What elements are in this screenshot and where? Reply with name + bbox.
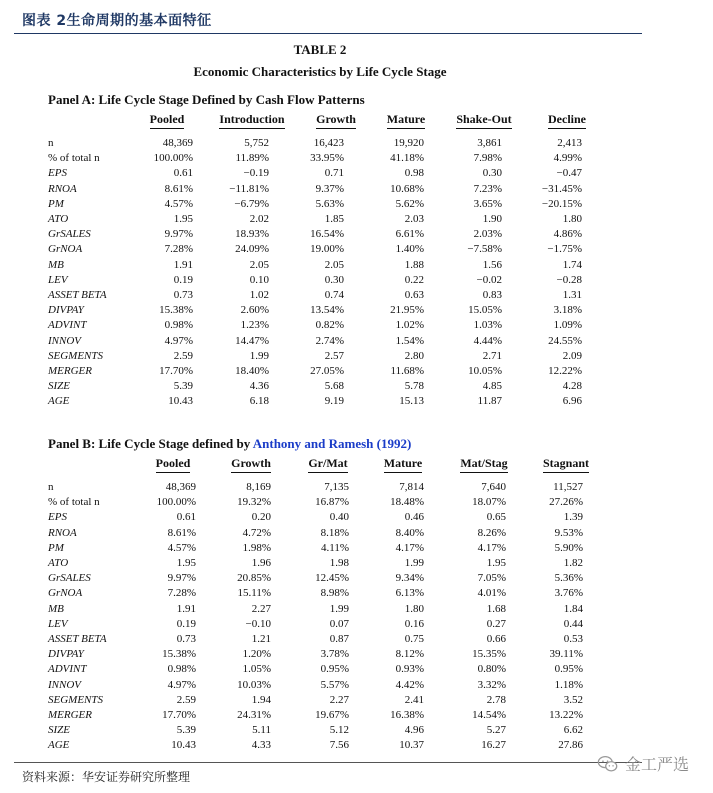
table-cell: 7,814 xyxy=(399,481,424,493)
table-cell: 1.91 xyxy=(173,258,193,271)
row-label: PM xyxy=(48,197,64,210)
table-cell: 1.82 xyxy=(563,557,583,569)
table-cell: 17.70% xyxy=(162,709,196,721)
table-cell: 11.87 xyxy=(477,395,502,408)
table-cell: 100.00% xyxy=(156,496,196,509)
column-header-label: Mature xyxy=(387,112,425,129)
table-cell: 4.85 xyxy=(482,380,502,393)
table-cell: 10.43 xyxy=(171,739,196,752)
table-cell: 1.39 xyxy=(563,511,583,524)
table-cell: 1.18% xyxy=(554,678,583,691)
row-label: EPS xyxy=(48,167,67,180)
table-cell: 10.68% xyxy=(390,182,424,195)
table-cell: 4.97% xyxy=(164,334,193,347)
column-header-label: Gr/Mat xyxy=(308,456,347,473)
row-label: GrNOA xyxy=(48,587,83,600)
table-cell: 2.05 xyxy=(324,258,344,271)
table-cell: 3,861 xyxy=(477,137,502,149)
watermark-text: 金工严选 xyxy=(624,755,689,774)
table-cell: 4.97% xyxy=(167,678,196,691)
table-cell: 24.55% xyxy=(548,334,582,347)
table-cell: 1.95 xyxy=(173,213,193,225)
table-cell: 1.80 xyxy=(562,213,582,225)
table-cell: 4.57% xyxy=(164,197,193,210)
table-cell: 1.90 xyxy=(482,213,502,225)
table-cell: 1.99 xyxy=(249,349,269,362)
table-cell: 3.18% xyxy=(553,304,582,317)
table-cell: 21.95% xyxy=(390,304,424,317)
table-cell: 19.00% xyxy=(310,243,344,256)
anthony-ramesh-citation-link[interactable]: Anthony and Ramesh (1992) xyxy=(252,436,412,451)
table-cell: 1.84 xyxy=(563,602,583,615)
table-cell: 0.46 xyxy=(404,511,424,524)
table-cell: 15.38% xyxy=(162,648,196,661)
table-cell: 4.01% xyxy=(477,587,506,600)
row-label: GrNOA xyxy=(48,243,83,256)
row-label: SEGMENTS xyxy=(48,349,103,362)
table-cell: 1.85 xyxy=(324,213,344,225)
table-cell: 1.21 xyxy=(251,633,271,645)
table-cell: 13.54% xyxy=(310,304,344,317)
table-cell: 3.32% xyxy=(477,678,506,691)
row-label: SIZE xyxy=(48,380,70,393)
table-cell: 1.98% xyxy=(242,541,271,554)
table-cell: 0.73 xyxy=(173,289,193,301)
table-cell: 9.97% xyxy=(167,572,196,585)
table-cell: 0.98 xyxy=(404,167,424,180)
row-label: ATO xyxy=(48,557,69,569)
row-label: % of total n xyxy=(48,496,100,509)
table-cell: 0.65 xyxy=(486,511,506,524)
table-cell: 5.57% xyxy=(320,678,349,691)
table-cell: 18.48% xyxy=(390,496,424,509)
table-cell: 1.20% xyxy=(242,648,271,661)
figure-title: 图表 2生命周期的基本面特征 xyxy=(22,13,212,29)
table-cell: 2.60% xyxy=(240,304,269,317)
table-cell: 7,640 xyxy=(481,481,506,493)
row-label: INNOV xyxy=(48,334,81,347)
table-cell: 5.11 xyxy=(252,724,271,737)
table-cell: 7.23% xyxy=(473,182,502,195)
table-cell: 6.62 xyxy=(563,724,583,737)
table-cell: −0.47 xyxy=(556,167,582,180)
table-cell: −20.15% xyxy=(541,197,582,210)
table-cell: 2,413 xyxy=(557,137,582,149)
table-cell: 0.93% xyxy=(395,663,424,676)
table-cell: −11.81% xyxy=(229,182,269,195)
table-cell: 0.07 xyxy=(329,617,349,630)
table-cell: 0.82% xyxy=(315,319,344,332)
table-cell: 8,169 xyxy=(246,481,271,493)
table-cell: 11,527 xyxy=(553,481,583,493)
table-cell: 19.67% xyxy=(315,709,349,721)
row-label: MERGER xyxy=(48,709,92,721)
table-cell: 16.54% xyxy=(310,228,344,241)
table-cell: 1.09% xyxy=(553,319,582,332)
table-cell: 24.31% xyxy=(237,709,271,721)
row-label: % of total n xyxy=(48,152,100,165)
table-cell: 0.27 xyxy=(486,617,506,630)
table-cell: 0.95% xyxy=(320,663,349,676)
table-title: TABLE 2 xyxy=(293,42,347,57)
table-cell: 24.09% xyxy=(235,243,269,256)
row-label: DIVPAY xyxy=(48,648,84,661)
row-label: PM xyxy=(48,541,64,554)
table-cell: 9.37% xyxy=(315,182,344,195)
table-cell: 2.27 xyxy=(329,693,349,706)
table-cell: 5.39 xyxy=(173,380,193,393)
row-label: AGE xyxy=(48,739,70,752)
table-cell: 5.39 xyxy=(176,724,196,737)
row-label: n xyxy=(48,481,54,493)
table-cell: 4.99% xyxy=(553,152,582,165)
table-cell: 7,135 xyxy=(324,481,349,493)
table-cell: 5.90% xyxy=(554,541,583,554)
table-cell: 14.47% xyxy=(235,334,269,347)
table-cell: 0.74 xyxy=(324,289,344,301)
table-cell: 1.05% xyxy=(242,663,271,676)
table-cell: 4.44% xyxy=(473,334,502,347)
table-cell: 7.98% xyxy=(473,152,502,165)
row-label: EPS xyxy=(48,511,67,524)
table-cell: 4.96 xyxy=(404,724,424,737)
table-cell: 1.94 xyxy=(251,693,271,706)
table-cell: 1.95 xyxy=(176,557,196,569)
table-cell: 0.73 xyxy=(176,633,196,645)
table-cell: 27.05% xyxy=(310,365,344,377)
table-cell: 17.70% xyxy=(159,365,193,377)
table-cell: 8.61% xyxy=(167,526,196,539)
table-cell: 13.22% xyxy=(549,709,583,721)
table-cell: 8.26% xyxy=(477,526,506,539)
table-cell: 5.36% xyxy=(554,572,583,585)
table-cell: 0.98% xyxy=(167,663,196,676)
table-cell: 1.99 xyxy=(329,602,349,615)
table-cell: 0.10 xyxy=(249,273,269,286)
table-cell: 5,752 xyxy=(244,137,269,149)
table-cell: 0.30 xyxy=(482,167,502,180)
table-cell: −6.79% xyxy=(234,197,269,210)
table-cell: 27.86 xyxy=(558,739,583,752)
table-cell: 8.61% xyxy=(164,182,193,195)
table-cell: 39.11% xyxy=(549,648,583,661)
table-cell: 5.62% xyxy=(395,197,424,210)
row-label: RNOA xyxy=(48,526,77,539)
table-cell: 2.02 xyxy=(249,213,269,225)
row-label: AGE xyxy=(48,395,70,408)
table-cell: 2.59 xyxy=(176,693,196,706)
table-cell: 2.41 xyxy=(404,693,424,706)
row-label: ATO xyxy=(48,213,69,225)
table-cell: 12.22% xyxy=(548,365,582,377)
table-cell: 6.61% xyxy=(395,228,424,241)
column-header-label: Stagnant xyxy=(543,456,589,473)
table-cell: 7.28% xyxy=(167,587,196,600)
table-cell: 100.00% xyxy=(153,152,193,165)
column-header-label: Mature xyxy=(384,456,422,473)
watermark xyxy=(597,752,689,775)
table-cell: 4.57% xyxy=(167,541,196,554)
row-label: ASSET BETA xyxy=(48,289,107,301)
row-label: MERGER xyxy=(48,365,92,377)
table-cell: 2.71 xyxy=(482,349,502,362)
row-label: MB xyxy=(48,258,64,271)
table-cell: 1.23% xyxy=(240,319,269,332)
table-cell: 1.03% xyxy=(473,319,502,332)
table-cell: 4.11% xyxy=(320,541,349,554)
table-cell: 2.27 xyxy=(251,602,271,615)
table-subtitle: Economic Characteristics by Life Cycle Stage xyxy=(193,64,447,79)
table-cell: 16.27 xyxy=(481,739,506,752)
table-cell: 0.83 xyxy=(482,289,502,301)
table-cell: 1.54% xyxy=(395,334,424,347)
table-cell: 10.05% xyxy=(468,365,502,377)
table-cell: 3.52 xyxy=(563,693,583,706)
column-header-label: Growth xyxy=(316,112,356,129)
table-cell: 0.40 xyxy=(329,511,349,524)
table-cell: 0.98% xyxy=(164,319,193,332)
wechat-icon xyxy=(597,753,619,775)
table-cell: 0.16 xyxy=(404,617,424,630)
column-header xyxy=(507,112,627,129)
table-cell: 18.07% xyxy=(472,496,506,509)
title-divider xyxy=(14,33,642,34)
table-cell: 2.03 xyxy=(404,213,424,225)
table-cell: 2.05 xyxy=(249,258,269,271)
table-cell: 2.80 xyxy=(404,349,424,362)
row-label: LEV xyxy=(48,273,68,286)
table-cell: 1.56 xyxy=(482,258,502,271)
row-label: RNOA xyxy=(48,182,77,195)
table-cell: −31.45% xyxy=(541,182,582,195)
column-header-label: Mat/Stag xyxy=(460,456,507,473)
table-cell: 10.37 xyxy=(399,739,424,752)
column-header-label: Decline xyxy=(548,112,586,129)
table-cell: 6.96 xyxy=(562,395,582,408)
table-cell: 0.61 xyxy=(176,511,196,524)
table-cell: 12.45% xyxy=(315,572,349,585)
table-cell: 33.95% xyxy=(310,152,344,165)
row-label: ADVINT xyxy=(48,319,87,332)
table-cell: 14.54% xyxy=(472,709,506,721)
table-cell: 10.03% xyxy=(237,678,271,691)
column-header-label: Pooled xyxy=(150,112,185,129)
table-cell: 4.72% xyxy=(242,526,271,539)
table-cell: 10.43 xyxy=(168,395,193,408)
table-cell: 1.40% xyxy=(395,243,424,256)
table-cell: 1.68 xyxy=(486,602,506,615)
table-cell: 41.18% xyxy=(390,152,424,165)
panel-a-title: Panel A: Life Cycle Stage Defined by Cash Flow Patterns xyxy=(48,92,365,107)
row-label: SIZE xyxy=(48,724,70,737)
table-cell: 1.31 xyxy=(562,289,582,301)
table-cell: 1.99 xyxy=(404,557,424,569)
table-cell: 11.89% xyxy=(235,152,269,165)
row-label: SEGMENTS xyxy=(48,693,103,706)
table-cell: 0.66 xyxy=(486,633,506,645)
table-cell: 4.17% xyxy=(395,541,424,554)
row-label: ASSET BETA xyxy=(48,633,107,645)
column-header-label: Pooled xyxy=(156,456,191,473)
column-header xyxy=(506,456,626,473)
table-cell: 15.13 xyxy=(399,395,424,408)
table-cell: 1.91 xyxy=(176,602,196,615)
table-cell: −1.75% xyxy=(547,243,582,256)
table-cell: −0.10 xyxy=(245,617,271,630)
table-cell: −7.58% xyxy=(467,243,502,256)
table-cell: 48,369 xyxy=(162,137,193,149)
table-cell: 0.20 xyxy=(251,511,271,524)
table-cell: 16.38% xyxy=(390,709,424,721)
table-cell: 0.30 xyxy=(324,273,344,286)
table-cell: −0.19 xyxy=(243,167,269,180)
table-cell: 0.87 xyxy=(329,633,349,645)
table-cell: 4.36 xyxy=(249,380,269,393)
table-cell: 4.86% xyxy=(553,228,582,241)
column-header-label: Growth xyxy=(231,456,271,473)
table-cell: 19,920 xyxy=(393,137,424,149)
table-cell: 5.78 xyxy=(404,380,424,393)
table-cell: 20.85% xyxy=(237,572,271,585)
table-cell: 9.53% xyxy=(554,526,583,539)
table-cell: 7.56 xyxy=(329,739,349,752)
table-cell: 1.02 xyxy=(249,289,269,301)
table-cell: 0.80% xyxy=(477,663,506,676)
table-cell: 3.65% xyxy=(473,197,502,210)
table-cell: 9.34% xyxy=(395,572,424,585)
table-cell: 3.78% xyxy=(320,648,349,661)
table-cell: 1.74 xyxy=(562,258,582,271)
table-cell: 5.63% xyxy=(315,197,344,210)
table-cell: 18.93% xyxy=(235,228,269,241)
table-cell: 4.17% xyxy=(477,541,506,554)
table-cell: 1.80 xyxy=(404,602,424,615)
panel-b-title xyxy=(48,436,411,452)
table-cell: 0.19 xyxy=(173,273,193,286)
table-cell: 15.35% xyxy=(472,648,506,661)
table-cell: 15.11% xyxy=(237,587,271,600)
table-cell: 9.19 xyxy=(324,395,344,408)
table-cell: 5.68 xyxy=(324,380,344,393)
table-cell: 5.12 xyxy=(329,724,349,737)
table-cell: 48,369 xyxy=(165,481,196,493)
table-cell: 8.18% xyxy=(320,526,349,539)
table-cell: 1.98 xyxy=(329,557,349,569)
table-cell: 15.38% xyxy=(159,304,193,317)
table-cell: −0.02 xyxy=(476,273,502,286)
table-cell: 2.09 xyxy=(562,349,582,362)
table-cell: 8.12% xyxy=(395,648,424,661)
row-label: INNOV xyxy=(48,678,81,691)
table-cell: 8.98% xyxy=(320,587,349,600)
table-cell: 0.22 xyxy=(404,273,424,286)
row-label: GrSALES xyxy=(48,228,91,241)
table-cell: 6.18 xyxy=(249,395,269,408)
table-cell: 0.61 xyxy=(173,167,193,180)
table-cell: 15.05% xyxy=(468,304,502,317)
row-label: n xyxy=(48,137,54,149)
row-label: MB xyxy=(48,602,64,615)
table-cell: 4.42% xyxy=(395,678,424,691)
table-cell: 0.75 xyxy=(404,633,424,645)
table-cell: 19.32% xyxy=(237,496,271,509)
table-cell: 1.96 xyxy=(251,557,271,569)
table-cell: 8.40% xyxy=(395,526,424,539)
panel-b-title-prefix: Panel B: Life Cycle Stage defined by xyxy=(48,436,253,451)
table-cell: 3.76% xyxy=(554,587,583,600)
table-cell: 16,423 xyxy=(313,137,344,149)
row-label: DIVPAY xyxy=(48,304,84,317)
table-cell: 7.28% xyxy=(164,243,193,256)
table-cell: 2.03% xyxy=(473,228,502,241)
table-cell: 2.78 xyxy=(486,693,506,706)
footer-divider xyxy=(14,762,642,763)
table-cell: 9.97% xyxy=(164,228,193,241)
source-note: 资料来源：华安证券研究所整理 xyxy=(22,770,191,784)
table-cell: 18.40% xyxy=(235,365,269,377)
table-cell: 4.28 xyxy=(562,380,582,393)
table-cell: 0.95% xyxy=(554,663,583,676)
table-cell: 2.74% xyxy=(315,334,344,347)
table-cell: 1.02% xyxy=(395,319,424,332)
table-cell: −0.28 xyxy=(556,273,582,286)
table-cell: 0.19 xyxy=(176,617,196,630)
table-cell: 7.05% xyxy=(477,572,506,585)
table-cell: 2.59 xyxy=(173,349,193,362)
table-cell: 0.44 xyxy=(563,617,583,630)
table-cell: 1.88 xyxy=(404,258,424,271)
row-label: ADVINT xyxy=(48,663,87,676)
table-cell: 5.27 xyxy=(486,724,506,737)
table-cell: 4.33 xyxy=(251,739,271,752)
column-header-label: Shake-Out xyxy=(456,112,511,129)
table-cell: 27.26% xyxy=(549,496,583,509)
table-cell: 11.68% xyxy=(390,365,424,377)
table-cell: 0.71 xyxy=(324,167,344,180)
table-cell: 0.53 xyxy=(563,633,583,645)
table-cell: 6.13% xyxy=(395,587,424,600)
column-header-label: Introduction xyxy=(219,112,284,129)
table-cell: 1.95 xyxy=(486,557,506,569)
row-label: GrSALES xyxy=(48,572,91,585)
table-cell: 0.63 xyxy=(404,289,424,301)
table-cell: 16.87% xyxy=(315,496,349,509)
table-cell: 2.57 xyxy=(324,349,344,362)
row-label: LEV xyxy=(48,617,68,630)
